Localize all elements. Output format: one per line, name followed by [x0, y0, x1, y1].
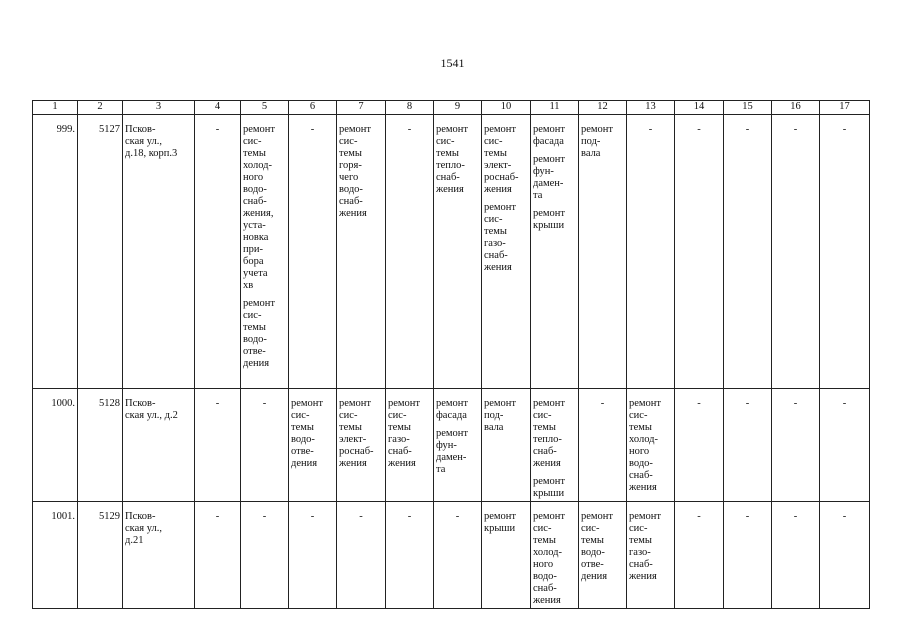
- header-cell: 6: [289, 101, 337, 115]
- header-cell: 15: [724, 101, 772, 115]
- work-cell-col-14: -: [675, 389, 724, 502]
- house-code: 5128: [78, 389, 123, 502]
- work-cell-col-11: [531, 502, 579, 609]
- work-cell-col-15: -: [724, 389, 772, 502]
- header-cell: 4: [195, 101, 241, 115]
- work-item: ремонт под- вала: [484, 398, 517, 433]
- work-item: ремонт сис- темы газо- снаб- жения: [629, 511, 662, 582]
- row-number: 1001.: [33, 502, 78, 609]
- work-cell-col-6: -: [289, 115, 337, 389]
- work-cell-col-17: -: [820, 502, 870, 609]
- work-item: ремонт крыши: [533, 476, 566, 499]
- address-cell: Псков- ская ул., д.2: [123, 389, 195, 502]
- work-cell-col-11: [531, 389, 579, 502]
- work-item: ремонт сис- темы тепло- снаб- жения: [436, 124, 469, 195]
- work-cell-col-5: [241, 115, 289, 389]
- row-number: 1000.: [33, 389, 78, 502]
- work-cell-col-8: -: [386, 502, 434, 609]
- work-cell-col-7: [337, 115, 386, 389]
- work-cell-col-8: -: [386, 115, 434, 389]
- work-item: ремонт фун- дамен- та: [436, 428, 469, 475]
- work-item: ремонт сис- темы элект- роснаб- жения: [484, 124, 519, 195]
- work-cell-col-15: -: [724, 502, 772, 609]
- work-cell-col-4: -: [195, 389, 241, 502]
- house-code: 5127: [78, 115, 123, 389]
- work-item: ремонт сис- темы холод- ного водо- снаб- жения: [629, 398, 662, 493]
- work-cell-col-15: -: [724, 115, 772, 389]
- header-cell: 1: [33, 101, 78, 115]
- work-item: ремонт сис- темы холод- ного водо- снаб- жения: [533, 511, 566, 606]
- work-cell-col-10: [482, 502, 531, 609]
- work-cell-col-12: [579, 115, 627, 389]
- work-cell-col-12: -: [579, 389, 627, 502]
- work-item: ремонт сис- темы холод- ного водо- снаб- жения, уста- новка при- бора учета хв: [243, 124, 276, 291]
- work-cell-col-6: -: [289, 502, 337, 609]
- work-item: ремонт сис- темы водо- отве- дения: [581, 511, 614, 582]
- header-cell: 10: [482, 101, 531, 115]
- header-cell: 9: [434, 101, 482, 115]
- work-item: ремонт сис- темы газо- снаб- жения: [388, 398, 421, 469]
- work-cell-col-13: [627, 502, 675, 609]
- work-item: ремонт сис- темы элект- роснаб- жения: [339, 398, 374, 469]
- work-cell-col-11: [531, 115, 579, 389]
- work-cell-col-17: -: [820, 389, 870, 502]
- work-cell-col-12: [579, 502, 627, 609]
- work-item: ремонт сис- темы тепло- снаб- жения: [533, 398, 566, 469]
- work-cell-col-10: [482, 389, 531, 502]
- header-row: [33, 101, 870, 115]
- header-cell: 12: [579, 101, 627, 115]
- work-item: ремонт крыши: [533, 208, 566, 231]
- work-cell-col-16: -: [772, 502, 820, 609]
- header-cell: 11: [531, 101, 579, 115]
- work-item: ремонт сис- темы водо- отве- дения: [291, 398, 324, 469]
- work-cell-col-7: -: [337, 502, 386, 609]
- header-cell: 17: [820, 101, 870, 115]
- work-cell-col-9: [434, 115, 482, 389]
- work-cell-col-14: -: [675, 115, 724, 389]
- work-cell-col-4: -: [195, 115, 241, 389]
- work-cell-col-9: -: [434, 502, 482, 609]
- work-cell-col-16: -: [772, 115, 820, 389]
- table-row: [33, 502, 870, 609]
- table-row: [33, 115, 870, 389]
- header-cell: 5: [241, 101, 289, 115]
- work-item: ремонт фасада: [533, 124, 566, 147]
- address-cell: Псков- ская ул., д.18, корп.3: [123, 115, 195, 389]
- work-cell-col-10: [482, 115, 531, 389]
- table-body: [33, 115, 870, 609]
- header-cell: 2: [78, 101, 123, 115]
- repair-schedule-table: [32, 100, 870, 609]
- header-cell: 7: [337, 101, 386, 115]
- page-number: 1541: [440, 56, 465, 70]
- work-item: ремонт фасада: [436, 398, 469, 421]
- work-cell-col-7: [337, 389, 386, 502]
- header-cell: 3: [123, 101, 195, 115]
- work-cell-col-13: -: [627, 115, 675, 389]
- work-item: ремонт сис- темы газо- снаб- жения: [484, 202, 517, 273]
- work-item: ремонт сис- темы водо- отве- дения: [243, 298, 276, 369]
- work-cell-col-6: [289, 389, 337, 502]
- work-cell-col-8: [386, 389, 434, 502]
- work-cell-col-17: -: [820, 115, 870, 389]
- table-row: [33, 389, 870, 502]
- work-item: ремонт фун- дамен- та: [533, 154, 566, 201]
- work-cell-col-16: -: [772, 389, 820, 502]
- house-code: 5129: [78, 502, 123, 609]
- header-cell: 13: [627, 101, 675, 115]
- work-cell-col-4: -: [195, 502, 241, 609]
- work-cell-col-9: [434, 389, 482, 502]
- work-item: ремонт крыши: [484, 511, 517, 534]
- header-cell: 8: [386, 101, 434, 115]
- header-cell: 16: [772, 101, 820, 115]
- row-number: 999.: [33, 115, 78, 389]
- work-cell-col-5: -: [241, 389, 289, 502]
- work-cell-col-14: -: [675, 502, 724, 609]
- work-item: ремонт сис- темы горя- чего водо- снаб- жения: [339, 124, 372, 219]
- work-cell-col-13: [627, 389, 675, 502]
- header-cell: 14: [675, 101, 724, 115]
- work-item: ремонт под- вала: [581, 124, 614, 159]
- work-cell-col-5: -: [241, 502, 289, 609]
- address-cell: Псков- ская ул., д.21: [123, 502, 195, 609]
